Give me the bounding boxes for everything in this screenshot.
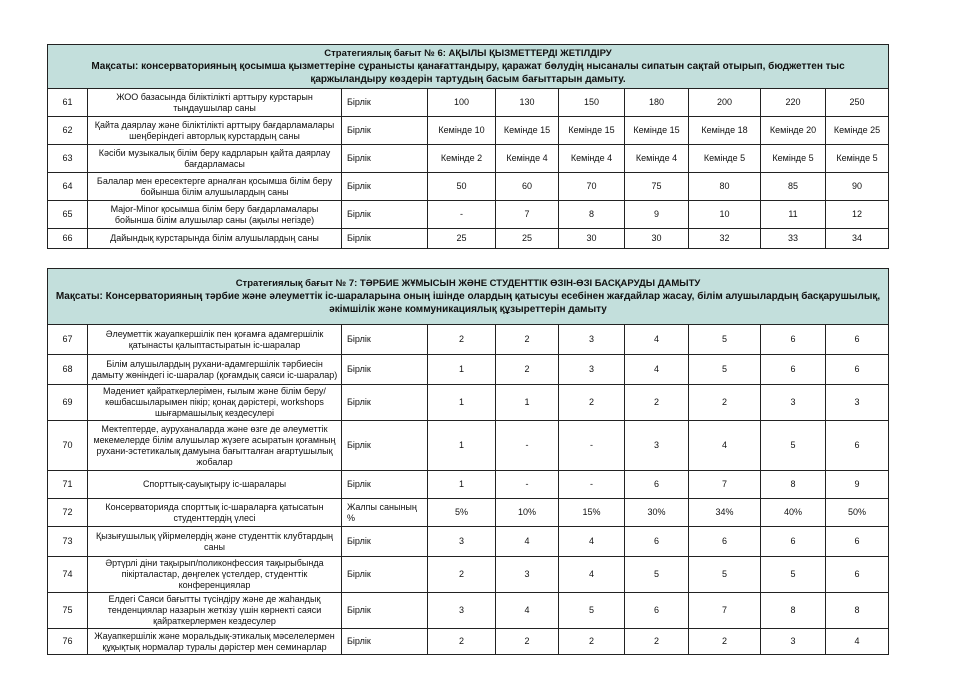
table-row (48, 173, 889, 201)
indicator-value: Кемінде 15 (559, 117, 625, 145)
indicator-value: 5 (689, 557, 761, 593)
indicator-name: Әртүрлі діни тақырып/поликонфессия тақырыбында пікірталастар, дөңгелек үстелдер, студенттік конференциялар (88, 557, 342, 593)
indicator-value: 1 (496, 385, 559, 421)
table-row (48, 201, 889, 229)
indicator-value: 6 (826, 355, 889, 385)
indicator-name: Мектептерде, ауруханаларда және өзге де әлеуметтік мекемелерде білім алушылар жүзеге асыратын қоғамның рухани-эстетикалық дамуына бағытталған ағартушылық жобалар (88, 421, 342, 471)
indicator-value: 8 (761, 471, 826, 499)
table-row (48, 557, 889, 593)
indicator-value: 5% (428, 499, 496, 527)
indicator-value: 5 (625, 557, 689, 593)
indicator-value: - (496, 471, 559, 499)
row-number: 63 (48, 145, 88, 173)
indicator-value: 9 (826, 471, 889, 499)
indicator-value: 6 (761, 355, 826, 385)
indicator-value: 2 (428, 629, 496, 655)
indicator-name: Елдегі Саяси бағытты түсіндіру және де жаһандық тенденциялар назарын жеткізу үшін көрнекті саяси қайраткерлермен кездесулер (88, 593, 342, 629)
unit-of-measure: Бірлік (342, 471, 428, 499)
indicator-name: Кәсіби музыкалық білім беру кадрларын қайта даярлау бағдарламасы (88, 145, 342, 173)
indicator-value: 3 (625, 421, 689, 471)
row-number: 66 (48, 229, 88, 249)
unit-of-measure: Бірлік (342, 117, 428, 145)
indicator-value: 2 (496, 325, 559, 355)
indicator-value: 50 (428, 173, 496, 201)
indicator-value: 8 (826, 593, 889, 629)
strategic-direction-7-table (47, 268, 889, 655)
indicator-value: 30 (559, 229, 625, 249)
indicator-name: Консерваторияда спорттық іс-шараларға қатысатын студенттердің үлесі (88, 499, 342, 527)
indicator-value: 4 (625, 355, 689, 385)
indicator-value: Кемінде 18 (689, 117, 761, 145)
indicator-value: 2 (496, 629, 559, 655)
row-number: 74 (48, 557, 88, 593)
indicator-name: Қызығушылық үйірмелердің және студенттік клубтардың саны (88, 527, 342, 557)
row-number: 71 (48, 471, 88, 499)
indicator-value: - (428, 201, 496, 229)
indicator-value: 2 (496, 355, 559, 385)
indicator-value: Кемінде 15 (625, 117, 689, 145)
direction-6-goal: Мақсаты: консерваторияның қосымша қызметтеріне сұранысты қанағаттандыру, қаражат бөлудің нысаналы сипатын сақтай отырып, бюджеттен тыс қаржыландыру көздерін тартудың басым бағыттарын дамыту. (91, 61, 845, 85)
row-number: 70 (48, 421, 88, 471)
indicator-value: Кемінде 5 (826, 145, 889, 173)
indicator-value: 2 (559, 629, 625, 655)
row-number: 67 (48, 325, 88, 355)
direction-6-title: Стратегиялық бағыт № 6: АҚЫЛЫ ҚЫЗМЕТТЕРДІ ЖЕТІЛДІРУ (324, 48, 612, 59)
indicator-value: 7 (496, 201, 559, 229)
indicator-value: 11 (761, 201, 826, 229)
indicator-value: 30 (625, 229, 689, 249)
row-number: 61 (48, 89, 88, 117)
indicator-value: 4 (496, 527, 559, 557)
indicator-value: 80 (689, 173, 761, 201)
table-row (48, 629, 889, 655)
indicator-value: 4 (559, 527, 625, 557)
indicator-value: Кемінде 4 (625, 145, 689, 173)
indicator-value: 2 (428, 325, 496, 355)
indicator-value: 1 (428, 471, 496, 499)
indicator-value: 3 (496, 557, 559, 593)
unit-of-measure: Бірлік (342, 355, 428, 385)
indicator-name: Дайындық курстарында білім алушылардың саны (88, 229, 342, 249)
table-row (48, 527, 889, 557)
row-number: 64 (48, 173, 88, 201)
indicator-value: 200 (689, 89, 761, 117)
indicator-value: Кемінде 5 (689, 145, 761, 173)
indicator-value: 15% (559, 499, 625, 527)
indicator-value: 30% (625, 499, 689, 527)
indicator-value: 4 (559, 557, 625, 593)
indicator-value: 5 (689, 355, 761, 385)
direction-6-rows (48, 89, 889, 249)
indicator-value: 4 (689, 421, 761, 471)
indicator-value: 75 (625, 173, 689, 201)
row-number: 72 (48, 499, 88, 527)
table-row (48, 229, 889, 249)
unit-of-measure: Бірлік (342, 629, 428, 655)
indicator-value: 5 (761, 557, 826, 593)
indicator-value: 220 (761, 89, 826, 117)
indicator-value: Кемінде 2 (428, 145, 496, 173)
indicator-value: Кемінде 4 (496, 145, 559, 173)
indicator-value: 6 (625, 593, 689, 629)
indicator-value: 6 (826, 421, 889, 471)
direction-7-header (48, 269, 889, 325)
indicator-value: 3 (428, 527, 496, 557)
indicator-value: 85 (761, 173, 826, 201)
indicator-value: 6 (625, 471, 689, 499)
indicator-value: 25 (428, 229, 496, 249)
indicator-value: 4 (826, 629, 889, 655)
indicator-value: - (559, 421, 625, 471)
indicator-value: 6 (761, 325, 826, 355)
table-row (48, 145, 889, 173)
indicator-name: Әлеуметтік жауапкершілік пен қоғамға адамгершілік қатынасты қалыптастыратын іс-шаралар (88, 325, 342, 355)
indicator-value: - (559, 471, 625, 499)
table-row (48, 471, 889, 499)
row-number: 75 (48, 593, 88, 629)
indicator-value: 4 (496, 593, 559, 629)
indicator-value: 40% (761, 499, 826, 527)
indicator-value: 7 (689, 471, 761, 499)
row-number: 62 (48, 117, 88, 145)
indicator-value: 34% (689, 499, 761, 527)
indicator-value: 6 (826, 527, 889, 557)
indicator-value: 10 (689, 201, 761, 229)
indicator-value: 6 (761, 527, 826, 557)
indicator-value: 130 (496, 89, 559, 117)
indicator-value: 3 (761, 385, 826, 421)
indicator-value: 8 (559, 201, 625, 229)
unit-of-measure: Бірлік (342, 593, 428, 629)
table-row (48, 89, 889, 117)
direction-7-goal: Мақсаты: Консерваторияның тәрбие және әлеуметтік іс-шараларына оның ішінде олардың қатысуы есебінен жағдайлар жасау, білім алушылардың басқарушылық, әкімшілік және коммуникациялық құзыреттерін дамыту (55, 291, 881, 315)
indicator-value: 60 (496, 173, 559, 201)
table-row (48, 325, 889, 355)
indicator-value: 34 (826, 229, 889, 249)
indicator-value: 1 (428, 355, 496, 385)
indicator-name: Білім алушылардың рухани-адамгершілік тәрбиесін дамыту жөніндегі іс-шаралар (қоғамдық саяси іс-шаралар) (88, 355, 342, 385)
table-row (48, 421, 889, 471)
table-row (48, 355, 889, 385)
indicator-name: Балалар мен ересектерге арналған қосымша білім беру бойынша білім алушылардың саны (88, 173, 342, 201)
row-number: 76 (48, 629, 88, 655)
indicator-value: 7 (689, 593, 761, 629)
indicator-value: 150 (559, 89, 625, 117)
unit-of-measure: Бірлік (342, 557, 428, 593)
indicator-value: 3 (559, 325, 625, 355)
indicator-value: 10% (496, 499, 559, 527)
unit-of-measure: Жалпы санының % (342, 499, 428, 527)
indicator-value: 5 (559, 593, 625, 629)
indicator-value: 9 (625, 201, 689, 229)
table-row (48, 499, 889, 527)
indicator-value: Кемінде 25 (826, 117, 889, 145)
indicator-value: 70 (559, 173, 625, 201)
indicator-value: Кемінде 20 (761, 117, 826, 145)
unit-of-measure: Бірлік (342, 421, 428, 471)
unit-of-measure: Бірлік (342, 385, 428, 421)
indicator-value: Кемінде 10 (428, 117, 496, 145)
indicator-value: 2 (689, 629, 761, 655)
unit-of-measure: Бірлік (342, 527, 428, 557)
indicator-name: Major-Minor қосымша білім беру бағдарламалары бойынша білім алушылар саны (ақылы негізде) (88, 201, 342, 229)
unit-of-measure: Бірлік (342, 173, 428, 201)
indicator-value: 1 (428, 421, 496, 471)
unit-of-measure: Бірлік (342, 89, 428, 117)
indicator-value: 8 (761, 593, 826, 629)
indicator-name: ЖОО базасында біліктілікті арттыру курстарын тыңдаушылар саны (88, 89, 342, 117)
strategic-direction-6-table (47, 44, 889, 249)
indicator-value: 3 (428, 593, 496, 629)
indicator-value: 25 (496, 229, 559, 249)
row-number: 68 (48, 355, 88, 385)
table-row (48, 385, 889, 421)
indicator-value: 4 (625, 325, 689, 355)
indicator-value: 6 (826, 325, 889, 355)
indicator-value: 100 (428, 89, 496, 117)
indicator-value: 33 (761, 229, 826, 249)
indicator-value: 3 (826, 385, 889, 421)
indicator-value: 12 (826, 201, 889, 229)
table-row (48, 593, 889, 629)
indicator-value: 1 (428, 385, 496, 421)
indicator-value: 90 (826, 173, 889, 201)
indicator-value: 2 (625, 385, 689, 421)
indicator-value: 50% (826, 499, 889, 527)
direction-7-rows (48, 325, 889, 655)
indicator-value: 2 (428, 557, 496, 593)
unit-of-measure: Бірлік (342, 325, 428, 355)
table-row (48, 117, 889, 145)
direction-6-header (48, 45, 889, 89)
unit-of-measure: Бірлік (342, 229, 428, 249)
row-number: 73 (48, 527, 88, 557)
indicator-value: 5 (689, 325, 761, 355)
indicator-value: 3 (761, 629, 826, 655)
indicator-value: Кемінде 4 (559, 145, 625, 173)
indicator-value: Кемінде 5 (761, 145, 826, 173)
indicator-value: 3 (559, 355, 625, 385)
indicator-name: Мәдениет қайраткерлерімен, ғылым және білім беру/көшбасшыларымен пікір; қонақ дәрістері, workshops шығармашылық кездесулері (88, 385, 342, 421)
indicator-value: 6 (625, 527, 689, 557)
indicator-value: - (496, 421, 559, 471)
indicator-value: 5 (761, 421, 826, 471)
indicator-name: Қайта даярлау және біліктілікті арттыру бағдарламалары шеңберіндегі авторлық курстардың саны (88, 117, 342, 145)
indicator-value: 2 (689, 385, 761, 421)
indicator-name: Спорттық-сауықтыру іс-шаралары (88, 471, 342, 499)
indicator-value: 6 (689, 527, 761, 557)
indicator-value: 6 (826, 557, 889, 593)
row-number: 65 (48, 201, 88, 229)
indicator-value: 32 (689, 229, 761, 249)
row-number: 69 (48, 385, 88, 421)
indicator-value: 180 (625, 89, 689, 117)
indicator-value: 2 (625, 629, 689, 655)
direction-7-title: Стратегиялық бағыт № 7: ТӘРБИЕ ЖҰМЫСЫН ЖӘНЕ СТУДЕНТТІК ӨЗІН-ӨЗІ БАСҚАРУДЫ ДАМЫТУ (235, 278, 701, 289)
unit-of-measure: Бірлік (342, 201, 428, 229)
indicator-value: 2 (559, 385, 625, 421)
indicator-name: Жауапкершілік және моральдық-этикалық мәселелермен құқықтық нормалар туралы дәрістер мен семинарлар (88, 629, 342, 655)
unit-of-measure: Бірлік (342, 145, 428, 173)
indicator-value: 250 (826, 89, 889, 117)
indicator-value: Кемінде 15 (496, 117, 559, 145)
